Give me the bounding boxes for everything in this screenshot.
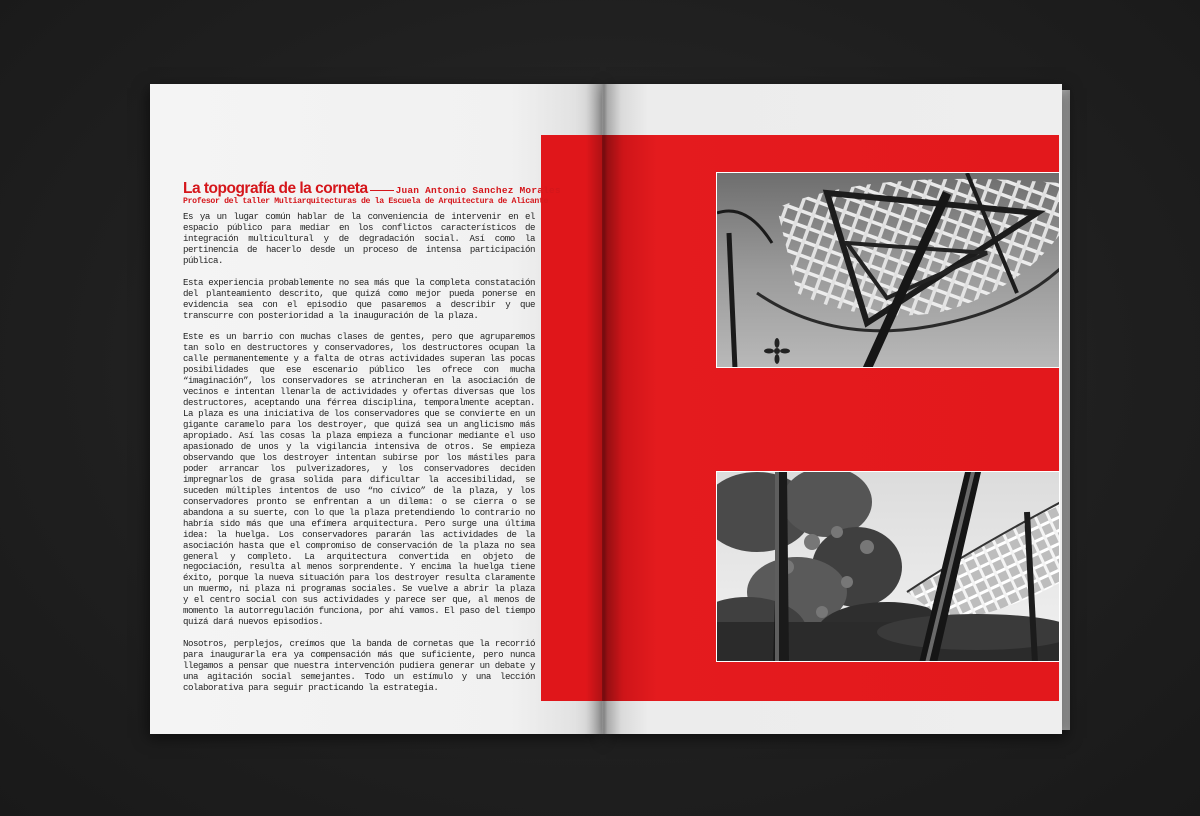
title-rule [370, 190, 394, 191]
paragraph: Nosotros, perplejos, creímos que la banda de cornetas que la recorrió para inaugurarla era ya compensación más que suficiente, pero nunca llegamos a pensar que nuestra intervención pudiera generar un debate y una agitación social semejantes. Todo un estímulo y una lección colaborativa para seguir practicando la estrategia. [183, 638, 535, 693]
photo-canopy-structure [716, 172, 1060, 368]
article-body [183, 212, 535, 705]
article-title: La topografía de la corneta [183, 180, 368, 197]
page-edge [1062, 90, 1070, 730]
article-author: Juan Antonio Sanchez Morales [395, 185, 561, 196]
photo-poles-and-tree [716, 471, 1060, 662]
article-header [183, 180, 561, 198]
spine-gutter [586, 84, 622, 734]
paragraph: Es ya un lugar común hablar de la conveniencia de intervenir en el espacio público para mediar en los conflictos característicos de integración multicultural y de degradación social. Así como la pertinencia de hacerlo desde un proceso de intensa participación pública. [183, 211, 535, 266]
paragraph: Esta experiencia probablemente no sea más que la completa constatación del planteamiento descrito, que quizá como mejor pueda ponerse en evidencia sea con el episodio que pasaremos a describir y que transcurre con posterioridad a la inauguración de la plaza. [183, 276, 535, 321]
author-affiliation: Profesor del taller Multiarquitecturas de la Escuela de Arquitectura de Alicante [183, 197, 549, 206]
paragraph: Este es un barrio con muchas clases de gentes, pero que agruparemos tan solo en destructores y conservadores, los destructores ocupan la calle permanentemente y a falta de otras actividades superan las pocas posibilidades que ese escenario público les ofrece con mucha “imaginación”, los conservadores se atrincheran en la asociación de vecinos e intentan llenarla de actividades y ofertas diversas que los destructores, aceptando una férrea disciplina, temporalmente aceptan. La plaza es una iniciativa de los conservadores que se convierte en un gigante caramelo para los destroyer, que quizá sea un anglicismo más apropiado. Así las cosas la plaza empieza a funcionar mediante el uso apasionado de unos y la vigilancia intensiva de otros. Se empieza observando que los destroyer intentan subirse por los mástiles para poder arrancar los pulverizadores, y los conservadores deciden impregnarlos de grasa solida para dificultar la accesibilidad, se suceden múltiples intentos de uso “no cívico” de la plaza, y los conservadores pronto se enfrentan a un dilema: o se cierra o se abandona a su suerte, con lo que la plaza pretendiendo lo contrario no habría sido más que una efímera arquitectura. Pero surge una última idea: la huelga. Los conservadores pararán las actividades de la asociación hasta que el compromiso de conservación de la plaza no sea general y completo. La arquitectura convertida en objeto de negociación, resulta al menos sorprendente. Y encima la huelga tiene éxito, porque la nueva situación para los destroyer resulta claramente un muermo, ni plaza ni programas sociales. Se vuelve a abrir la plaza y el centro social con sus actividades y parece ser que, al menos de momento la autorregulación funciona, por ahí vamos. El paso del tiempo quizá dará nuevos episodios. [183, 331, 535, 628]
